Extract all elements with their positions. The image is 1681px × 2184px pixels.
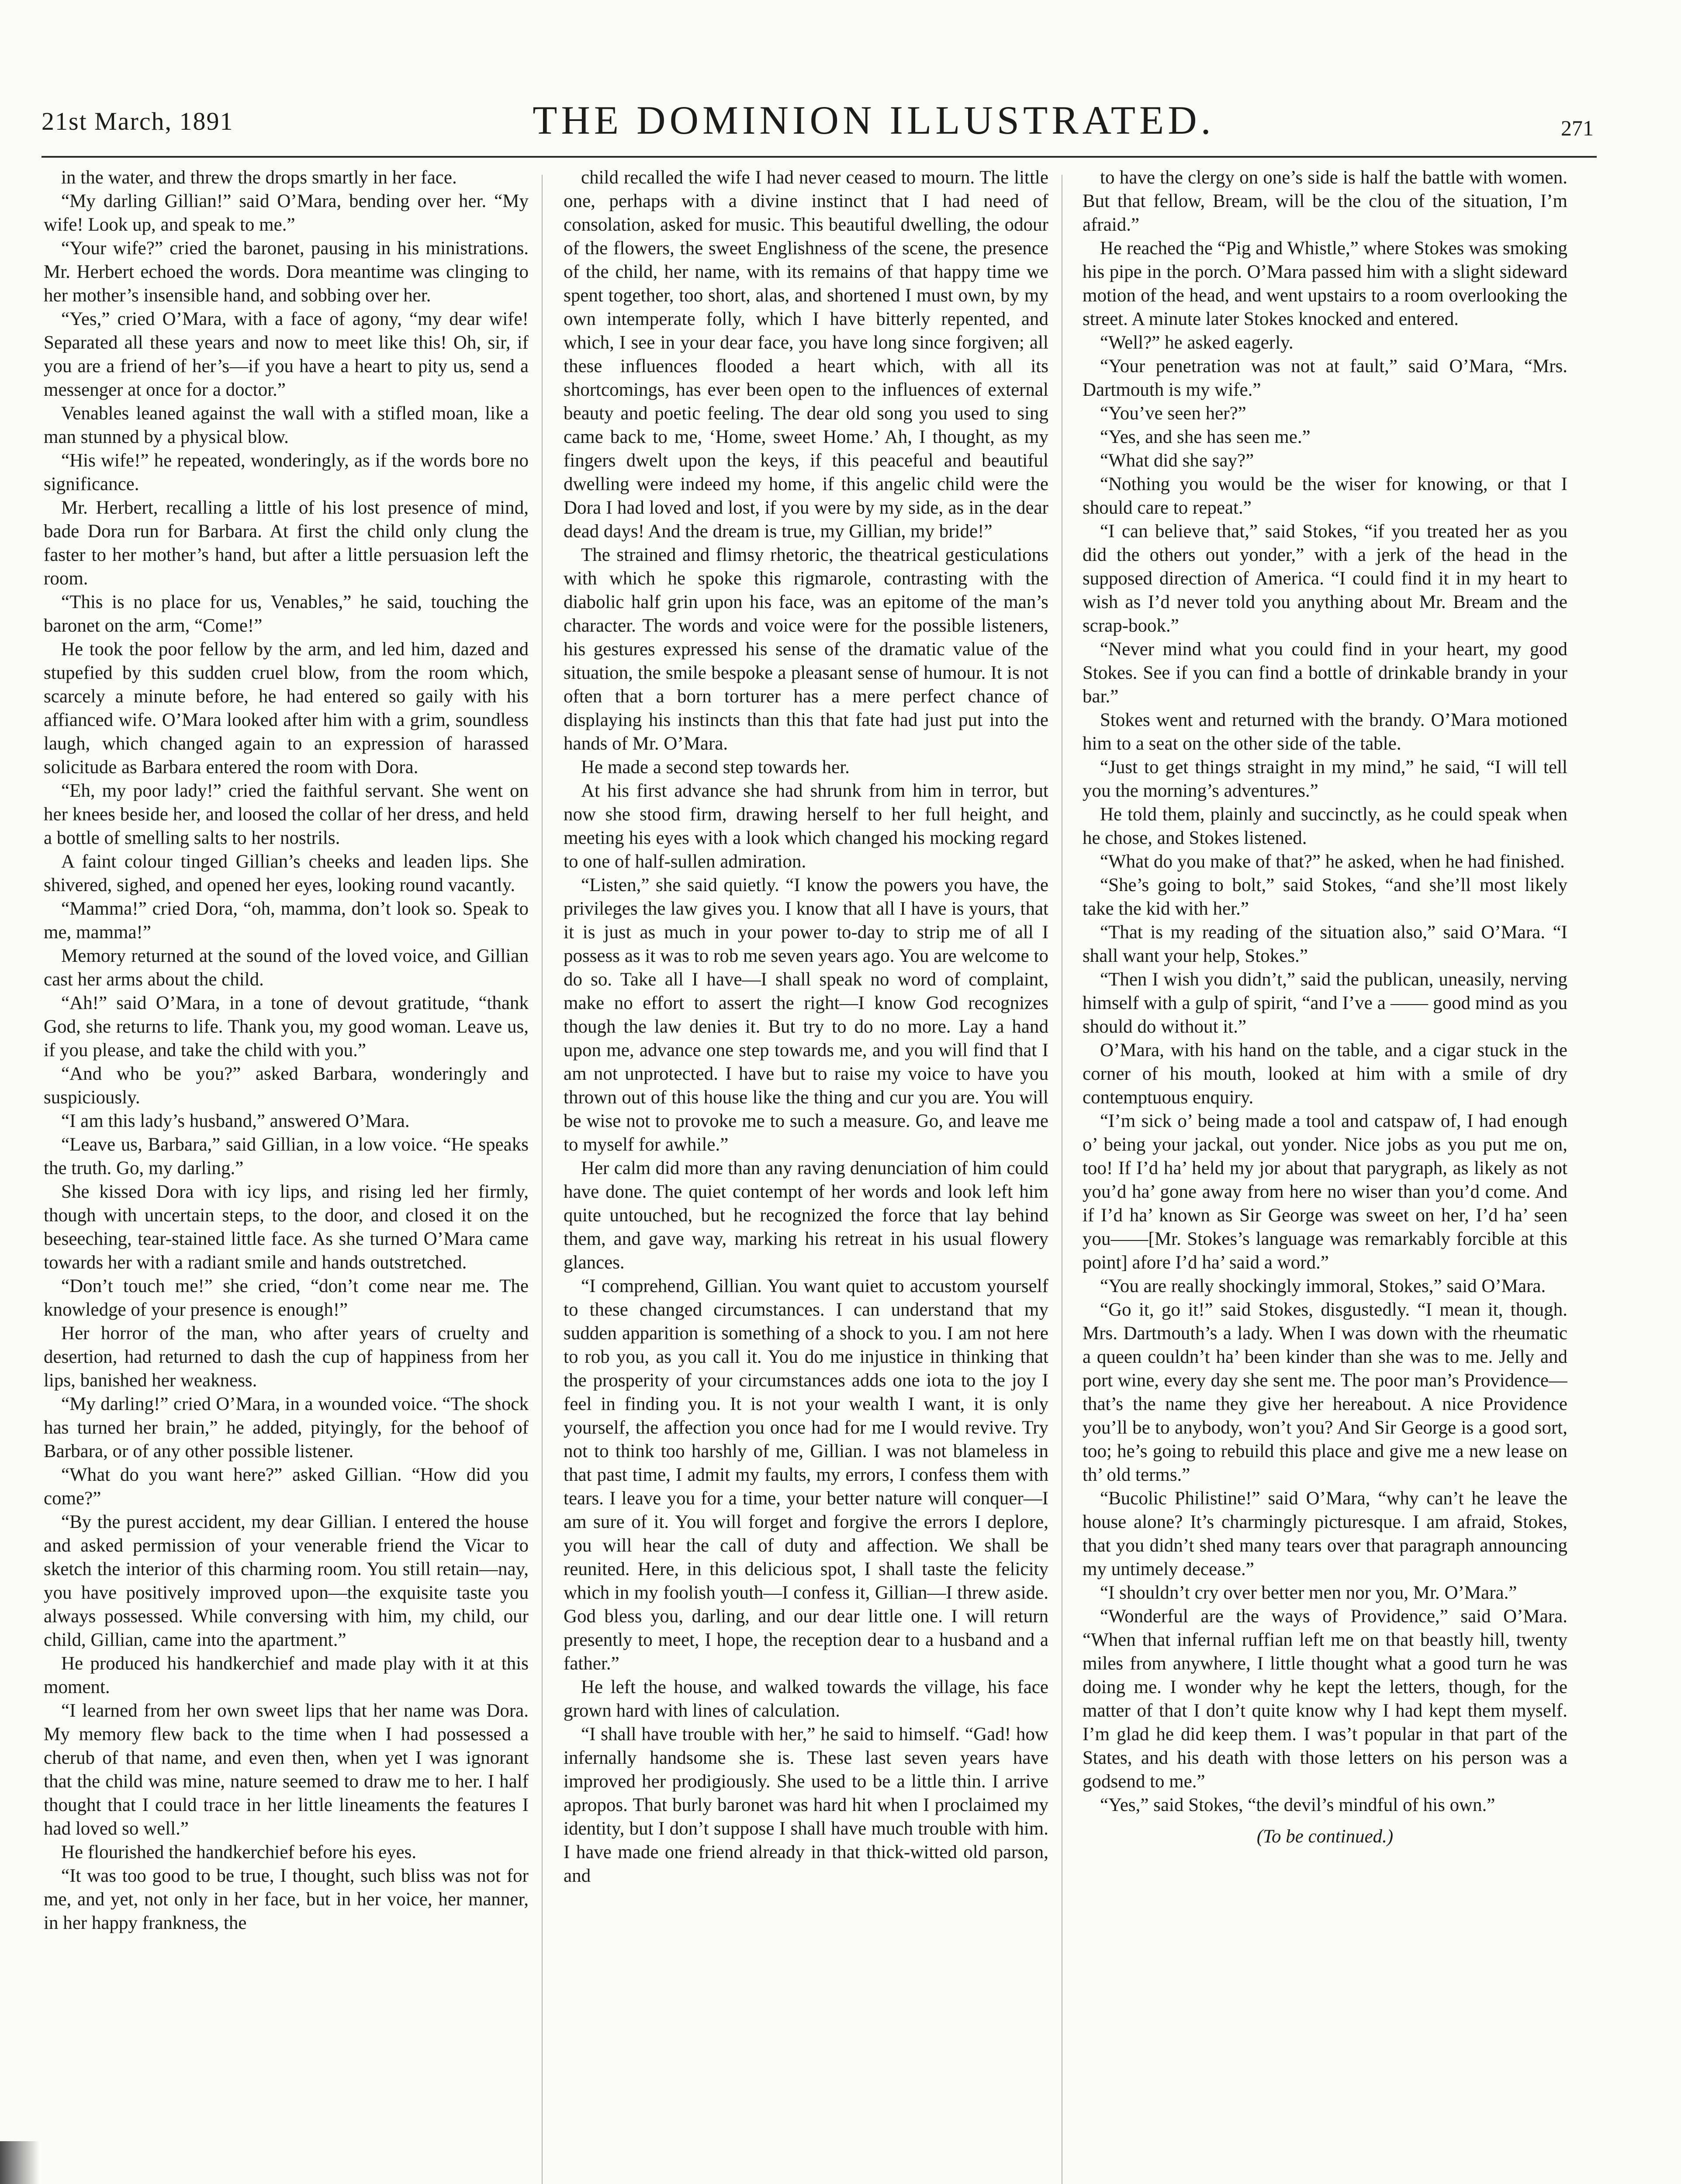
paragraph: “Just to get things straight in my mind,” he said, “I will tell you the morning’s adventures.”: [1083, 757, 1567, 801]
to-be-continued-note: (To be continued.): [1256, 1826, 1394, 1847]
paragraph: Venables leaned against the wall with a stifled moan, like a man stunned by a physical blow.: [44, 403, 529, 447]
paragraph: “Then I wish you didn’t,” said the publican, uneasily, nerving himself with a gulp of spirit, “and I’ve a —— good mind as you should do without it.”: [1083, 969, 1567, 1037]
paragraph: to have the clergy on one’s side is half the battle with women. But that fellow, Bream, will be the clou of the situation, I’m afraid.”: [1083, 167, 1567, 235]
paragraph: “It was too good to be true, I thought, such bliss was not for me, and yet, not only in her face, but in her voice, her manner, in her happy frankness, the: [44, 1866, 529, 1933]
paragraph: “That is my reading of the situation also,” said O’Mara. “I shall want your help, Stokes.”: [1083, 922, 1567, 966]
text-column-2: [564, 166, 1048, 2184]
paragraph: “My darling Gillian!” said O’Mara, bending over her. “My wife! Look up, and speak to me.”: [44, 191, 529, 235]
paragraph: O’Mara, with his hand on the table, and a cigar stuck in the corner of his mouth, looked at him with a smile of dry contemptuous enquiry.: [1083, 1040, 1567, 1108]
paragraph: “You are really shockingly immoral, Stokes,” said O’Mara.: [1100, 1276, 1546, 1296]
paragraph: “Wonderful are the ways of Providence,” said O’Mara. “When that infernal ruffian left me on that beastly hill, twenty miles from anywhere, I little thought what a good turn he was doing me. I wonder why he kept the letters, though, for the matter of that I don’t quite know why I had kept them myself. I’m glad he did keep them. I was’t popular in that part of the States, and his death with those letters on his person was a godsend to me.”: [1083, 1606, 1567, 1792]
paragraph: “Well?” he asked eagerly.: [1100, 332, 1294, 353]
header-rule: [42, 156, 1597, 158]
page-number: 271: [1561, 116, 1594, 140]
issue-date: 21st March, 1891: [42, 107, 234, 135]
page-header: [0, 97, 1681, 154]
paragraph: “I learned from her own sweet lips that her name was Dora. My memory flew back to the time when I had possessed a cherub of that name, and even then, when yet I was ignorant that the child was mine, nature seemed to draw me to her. I half thought that I could trace in her little lineaments the features I had loved so well.”: [44, 1700, 529, 1839]
paragraph: He made a second step towards her.: [581, 757, 850, 778]
paragraph: “Leave us, Barbara,” said Gillian, in a low voice. “He speaks the truth. Go, my darling.”: [44, 1134, 529, 1178]
paragraph: “Listen,” she said quietly. “I know the powers you have, the privileges the law gives you. I know that all I have is yours, that it is just as much in your power to-day to strip me of all I possess as it was to rob me seven years ago. You are welcome to do so. Take all I have—I shall speak no word of complaint, make no effort to assert the right—I know God recognizes though the law denies it. But try to do no more. Lay a hand upon me, advance one step towards me, and you will find that I am not unprotected. I have but to raise my voice to have you thrown out of this house like the thing and cur you are. You will be wise not to provoke me to such a measure. Go, and leave me to myself for awhile.”: [564, 875, 1048, 1155]
paragraph: child recalled the wife I had never ceased to mourn. The little one, perhaps with a divine instinct that I had need of consolation, asked for music. This beautiful dwelling, the odour of the flowers, the sweet Englishness of the scene, the presence of the child, her name, with its remains of that happy time we spent together, too short, alas, and shortened I must own, by my own intemperate folly, which I have bitterly repented, and which, I see in your dear face, you have long since forgiven; all these influences flooded a heart which, with all its shortcomings, has ever been open to the influences of external beauty and poetic feeling. The dear old song you used to sing came back to me, ‘Home, sweet Home.’ Ah, I thought, as my fingers dwelt upon the keys, if this peaceful and beautiful dwelling were indeed my home, if this angelic child were the Dora I had loved and lost, if you were by my side, as in the dear dead days! And the dream is true, my Gillian, my bride!”: [564, 167, 1048, 542]
paragraph: “What do you want here?” asked Gillian. “How did you come?”: [44, 1465, 529, 1509]
paragraph: “His wife!” he repeated, wonderingly, as if the words bore no significance.: [44, 450, 529, 494]
paragraph: “Ah!” said O’Mara, in a tone of devout gratitude, “thank God, she returns to life. Thank you, my good woman. Leave us, if you please, and take the child with you.”: [44, 993, 529, 1061]
publication-title: THE DOMINION ILLUSTRATED.: [533, 98, 1215, 142]
paragraph: “This is no place for us, Venables,” he said, touching the baronet on the arm, “Come!”: [44, 592, 529, 636]
paragraph: “I shall have trouble with her,” he said to himself. “Gad! how infernally handsome she is. These last seven years have improved her prodigiously. She used to be a little thin. I arrive apropos. That burly baronet was hard hit when I proclaimed my identity, but I don’t suppose I shall have much trouble with him. I have made one friend already in that thick-witted old parson, and: [564, 1724, 1048, 1886]
paragraph: “Yes,” said Stokes, “the devil’s mindful of his own.”: [1100, 1795, 1495, 1815]
column-divider: [542, 175, 543, 2184]
paragraph: “Go it, go it!” said Stokes, disgustedly. “I mean it, though. Mrs. Dartmouth’s a lady. When I was down with the rheumatic a queen couldn’t ha’ been kinder than she was to me. Jelly and port wine, every day she sent me. The poor man’s Providence—that’s the name they give her hereabout. A nice Providence you’ll be to anybody, won’t you? And Sir George is a good sort, too; he’s going to rebuild this place and give me a new lease on th’ old terms.”: [1083, 1299, 1567, 1485]
paragraph: Memory returned at the sound of the loved voice, and Gillian cast her arms about the child.: [44, 946, 529, 990]
paragraph: He left the house, and walked towards the village, his face grown hard with lines of calculation.: [564, 1677, 1048, 1721]
paragraph: “I’m sick o’ being made a tool and catspaw of, I had enough o’ being your jackal, out yonder. Nice jobs as you put me on, too! If I’d ha’ held my jor about that parygraph, as likely as not you’d ha’ gone away from here no wiser than you’d come. And if I’d ha’ known as Sir George was sweet on her, I’d ha’ seen you——[Mr. Stokes’s language was remarkably forcible at this point] afore I’d ha’ said a word.”: [1083, 1111, 1567, 1273]
paragraph: She kissed Dora with icy lips, and rising led her firmly, though with uncertain steps, to the door, and closed it on the beseeching, tear-stained little face. As she turned O’Mara came towards her with a radiant smile and hands outstretched.: [44, 1182, 529, 1273]
paragraph: “She’s going to bolt,” said Stokes, “and she’ll most likely take the kid with her.”: [1083, 875, 1567, 919]
paragraph: He took the poor fellow by the arm, and led him, dazed and stupefied by this sudden cruel blow, from the room which, scarcely a minute before, he had entered so gaily with his affianced wife. O’Mara looked after him with a grim, soundless laugh, which changed again to an expression of harassed solicitude as Barbara entered the room with Dora.: [44, 639, 529, 778]
paragraph: He told them, plainly and succinctly, as he could speak when he chose, and Stokes listened.: [1083, 804, 1567, 848]
paragraph: “What do you make of that?” he asked, when he had finished.: [1100, 851, 1565, 872]
paragraph: He flourished the handkerchief before his eyes.: [61, 1842, 417, 1863]
paragraph: “I comprehend, Gillian. You want quiet to accustom yourself to these changed circumstances. I can understand that my sudden apparition is something of a shock to you. I am not here to rob you, as you call it. You do me injustice in thinking that the prosperity of your circumstances adds one iota to the joy I feel in finding you. It is not your wealth I want, it is only yourself, the affection you once had for me I would revive. Try not to think too harshly of me, Gillian. I was not blameless in that past time, I admit my faults, my errors, I confess them with tears. I leave you for a time, your better nature will conquer—I am sure of it. You will forget and forgive the errors I deplore, you will hear the call of duty and affection. We shall be reunited. Here, in this delicious spot, I shall taste the felicity which in my foolish youth—I confess it, Gillian—I threw aside. God bless you, darling, and our dear little one. I will return presently to meet, I hope, the reception dear to a husband and a father.”: [564, 1276, 1048, 1674]
paragraph: Her horror of the man, who after years of cruelty and desertion, had returned to dash the cup of happiness from her lips, banished her weakness.: [44, 1323, 529, 1391]
paragraph: “By the purest accident, my dear Gillian. I entered the house and asked permission of your venerable friend the Vicar to sketch the interior of this charming room. You still retain—nay, you have positively improved upon—the exquisite taste you always possessed. While conversing with him, my child, our child, Gillian, came into the apartment.”: [44, 1512, 529, 1650]
text-column-1: [44, 166, 529, 2184]
paragraph: Mr. Herbert, recalling a little of his lost presence of mind, bade Dora run for Barbara. At first the child only clung the faster to her mother’s hand, but after a little persuasion left the room.: [44, 498, 529, 589]
text-column-3: [1083, 166, 1567, 2184]
paragraph: “Mamma!” cried Dora, “oh, mamma, don’t look so. Speak to me, mamma!”: [44, 898, 529, 943]
page-edge-shadow: [0, 2141, 39, 2184]
paragraph: A faint colour tinged Gillian’s cheeks and leaden lips. She shivered, sighed, and opened her eyes, looking round vacantly.: [44, 851, 529, 895]
paragraph: “I shouldn’t cry over better men nor you, Mr. O’Mara.”: [1100, 1583, 1517, 1603]
paragraph: He reached the “Pig and Whistle,” where Stokes was smoking his pipe in the porch. O’Mara passed him with a slight sideward motion of the head, and went upstairs to a room overlooking the street. A minute later Stokes knocked and entered.: [1083, 238, 1567, 329]
paragraph: “Never mind what you could find in your heart, my good Stokes. See if you can find a bottle of drinkable brandy in your bar.”: [1083, 639, 1567, 707]
paragraph: He produced his handkerchief and made play with it at this moment.: [44, 1653, 529, 1697]
paragraph: “Nothing you would be the wiser for knowing, or that I should care to repeat.”: [1083, 474, 1567, 518]
paragraph: “And who be you?” asked Barbara, wonderingly and suspiciously.: [44, 1064, 529, 1108]
paragraph: “Yes,” cried O’Mara, with a face of agony, “my dear wife! Separated all these years and now to meet like this! Oh, sir, if you are a friend of her’s—if you have a heart to pity us, send a messenger at once for a doctor.”: [44, 309, 529, 400]
paragraph: “I am this lady’s husband,” answered O’Mara.: [61, 1111, 410, 1131]
paragraph: in the water, and threw the drops smartly in her face.: [61, 167, 457, 188]
paragraph: “Eh, my poor lady!” cried the faithful servant. She went on her knees beside her, and loosed the collar of her dress, and held a bottle of smelling salts to her nostrils.: [44, 781, 529, 848]
paragraph: “You’ve seen her?”: [1100, 403, 1246, 424]
paragraph: “Don’t touch me!” she cried, “don’t come near me. The knowledge of your presence is enough!”: [44, 1276, 529, 1320]
paragraph: Her calm did more than any raving denunciation of him could have done. The quiet contempt of her words and look left him quite untouched, but he recognized the force that lay behind them, and gave way, marking his retreat in his usual flowery glances.: [564, 1158, 1048, 1273]
paragraph: “Bucolic Philistine!” said O’Mara, “why can’t he leave the house alone? It’s charmingly picturesque. I am afraid, Stokes, that you didn’t shed many tears over that paragraph announcing my untimely decease.”: [1083, 1488, 1567, 1579]
paragraph: “Your penetration was not at fault,” said O’Mara, “Mrs. Dartmouth is my wife.”: [1083, 356, 1567, 400]
paragraph: “I can believe that,” said Stokes, “if you treated her as you did the others out yonder,” with a jerk of the head in the supposed direction of America. “I could find it in my heart to wish as I’d never told you anything about Mr. Bream and the scrap-book.”: [1083, 521, 1567, 636]
paragraph: “What did she say?”: [1100, 450, 1254, 471]
paragraph: “Yes, and she has seen me.”: [1100, 427, 1311, 447]
paragraph: “Your wife?” cried the baronet, pausing in his ministrations. Mr. Herbert echoed the words. Dora meantime was clinging to her mother’s insensible hand, and sobbing over her.: [44, 238, 529, 306]
paragraph: Stokes went and returned with the brandy. O’Mara motioned him to a seat on the other side of the table.: [1083, 710, 1567, 754]
paragraph: At his first advance she had shrunk from him in terror, but now she stood firm, drawing herself to her full height, and meeting his eyes with a look which changed his mocking regard to one of half-sullen admiration.: [564, 781, 1048, 872]
paragraph: The strained and flimsy rhetoric, the theatrical gesticulations with which he spoke this rigmarole, contrasting with the diabolic half grin upon his face, was an epitome of the man’s character. The words and voice were for the possible listeners, his gestures expressed his sense of the dramatic value of the situation, the smile bespoke a pleasant sense of humour. It is not often that a born torturer has a mere perfect chance of displaying his instincts than this that fate had just put into the hands of Mr. O’Mara.: [564, 545, 1048, 754]
paragraph: “My darling!” cried O’Mara, in a wounded voice. “The shock has turned her brain,” he added, pityingly, for the behoof of Barbara, or of any other possible listener.: [44, 1394, 529, 1462]
